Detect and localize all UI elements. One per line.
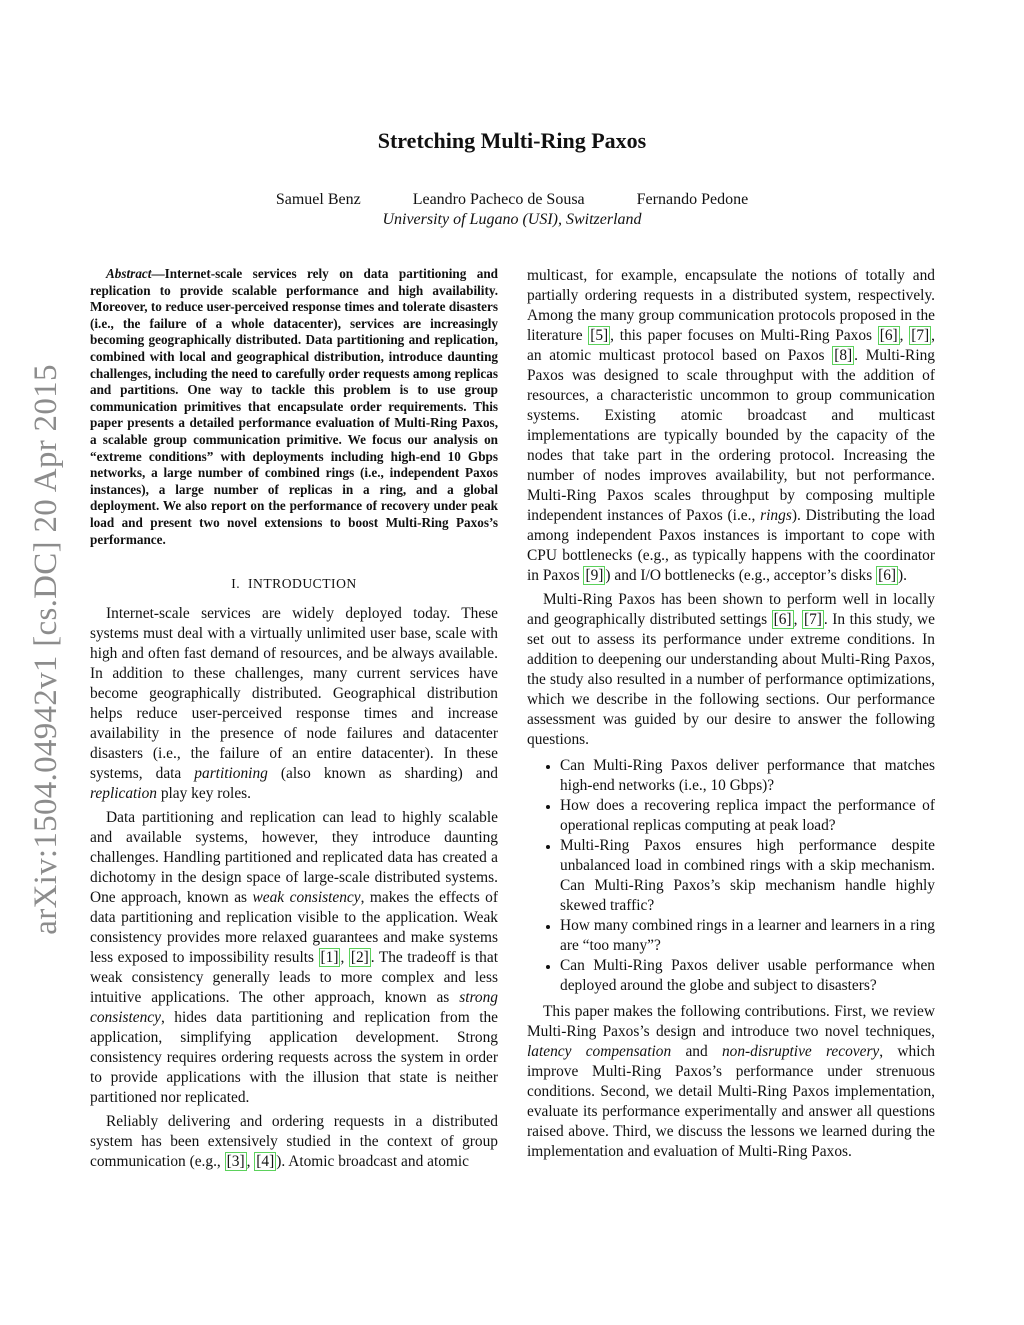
section-heading	[90, 574, 498, 594]
author-list	[0, 191, 1024, 209]
emphasis: partitioning	[194, 765, 268, 783]
text-run: ,	[246, 1153, 255, 1171]
emphasis: latency compensation	[527, 1043, 672, 1060]
citation-link[interactable]: [1]	[320, 949, 339, 967]
arxiv-identifier: arXiv:1504.04942v1 [cs.DC] 20 Apr 2015	[27, 364, 64, 935]
citation-link[interactable]: [7]	[911, 327, 930, 344]
intro-paragraph	[90, 1112, 498, 1172]
abstract-text: —Internet-scale services rely on data partitioning and replication to provide scalable performance and high availability. Moreover, to reduce user-perceived response times and tolerate disasters (i.e., the failure of a whole datacenter), services are increasingly becoming geographically distributed. Data partitioning and replication, combined with local and geographical distribution, introduce daunting challenges, including the need to carefully order requests among replicas and partitions. One way to tackle this problem is to use group communication primitives that encapsulate order requirements. This paper presents a detailed performance evaluation of Multi-Ring Paxos, a scalable group communication primitive. We focus our analysis on “extreme conditions” with deployments including high-end 10 Gbps networks, a large number of combined rings (i.e., independent Paxos instances), a large number of replicas in a ring, and a global deployment. We also report on the performance of recovery under peak load and present two novel extensions to boost Multi-Ring Paxos’s performance.	[90, 266, 498, 547]
text-run: , this paper focuses on Multi-Ring Paxos	[610, 327, 878, 344]
text-run: . The tradeoff is that weak consistency generally leads to more complex and less intuitive applications. The other approach, known as	[90, 949, 498, 1007]
text-run: ).	[898, 567, 908, 584]
left-column	[90, 266, 498, 1176]
question-list	[527, 756, 935, 996]
paper-title: Stretching Multi-Ring Paxos	[377, 128, 647, 153]
author-name: Fernando Pedone	[636, 191, 749, 208]
section-title-first: I	[248, 576, 254, 592]
contributions-paragraph	[527, 1002, 935, 1162]
emphasis: weak consistency	[252, 889, 361, 907]
author-name: Leandro Pacheco de Sousa	[412, 191, 585, 208]
text-run: ,	[793, 611, 802, 628]
text-run: , hides data partitioning and replication from the application, simplifying application development. Strong consistency requires ordering requests across the system in order to provide applications with the illusion that state is neither partitioned nor replicated.	[90, 1009, 498, 1107]
list-item: • Can Multi-Ring Paxos deliver usable performance when deployed around the globe and subject to disasters?	[560, 956, 935, 996]
text-run: ) and I/O bottlenecks (e.g., acceptor’s disks	[605, 567, 877, 584]
text-run: play key roles.	[156, 785, 251, 803]
text-run: . Multi-Ring Paxos was designed to scale throughput with the addition of resources, a characteristic uncommon to group communication systems. Existing atomic broadcast and multicast implementations are typically bounded by the capacity of the nodes that take part in the ordering protocol. Increasing the number of nodes improves availability, but not performance. Multi-Ring Paxos scales throughput by composing multiple independent instances of Paxos (i.e.,	[527, 347, 935, 524]
arxiv-stamp	[28, 352, 64, 947]
section-title-rest: NTRODUCTION	[253, 576, 357, 592]
citation-link[interactable]: [9]	[585, 567, 604, 584]
text-run: This paper makes the following contributions. First, we review Multi-Ring Paxos’s design and introduce two novel techniques,	[527, 1003, 935, 1040]
citation-link[interactable]: [6]	[879, 327, 898, 344]
citation-link[interactable]: [7]	[803, 611, 822, 628]
text-run: ,	[899, 327, 910, 344]
text-run: ). Distributing the load among independent Paxos instances is important to cope with CPU bottlenecks (e.g., as typically happens with the coordinator in Paxos	[527, 507, 935, 584]
abstract-label: Abstract	[106, 266, 152, 281]
text-run: Multi-Ring Paxos has been shown to perform well in locally and geographically distributed settings	[527, 591, 935, 628]
abstract	[90, 266, 498, 548]
emphasis: replication	[90, 785, 157, 803]
text-run: , an atomic multicast protocol based on Paxos	[527, 327, 935, 364]
text-run: ). Atomic broadcast and atomic	[276, 1153, 470, 1171]
intro-paragraph	[90, 604, 498, 804]
intro-paragraph	[527, 266, 935, 586]
text-run: , which improve Multi-Ring Paxos’s performance under strenuous conditions. Second, we detail Multi-Ring Paxos implementation, evaluate its performance experimentally and answer all questions raised above. Third, we discuss the lessons we learned during the implementation and evaluation of Multi-Ring Paxos.	[527, 1043, 935, 1160]
text-run: and	[671, 1043, 722, 1060]
intro-paragraph	[527, 590, 935, 750]
list-item: • Can Multi-Ring Paxos deliver performance that matches high-end networks (i.e., 10 Gbps)?	[560, 756, 935, 796]
list-item: • How many combined rings in a learner and learners in a ring are “too many”?	[560, 916, 935, 956]
text-run: Data partitioning and replication can lead to highly scalable and available systems, however, they introduce daunting challenges. Handling partitioned and replicated data has created a dichotomy in the design space of large-scale distributed systems. One approach, known as	[90, 809, 498, 907]
text-run: Reliably delivering and ordering requests in a distributed system has been extensively studied in the context of group communication (e.g.,	[90, 1113, 498, 1171]
list-item: • Multi-Ring Paxos ensures high performance despite unbalanced load in combined rings with a skip mechanism. Can Multi-Ring Paxos’s skip mechanism handle highly skewed traffic?	[560, 836, 935, 916]
text-run: (also known as sharding) and	[267, 765, 498, 783]
list-item: • How does a recovering replica impact the performance of operational replicas computing at peak load?	[560, 796, 935, 836]
emphasis: strong consistency	[90, 989, 498, 1027]
citation-link[interactable]: [6]	[878, 567, 897, 584]
text-run: . In this study, we set out to assess its performance under extreme conditions. In addition to deepening our understanding about Multi-Ring Paxos, the study also resulted in a number of performance optimizations, which we describe in the following sections. Our performance assessment was guided by our desire to answer the following questions.	[527, 611, 936, 748]
intro-paragraph	[90, 808, 498, 1108]
text-run: , makes the effects of data partitioning and replication visible to the application. Weak consistency provides more relaxed guarantees and make systems less exposed to impossibility results	[90, 889, 498, 967]
section-number: I.	[231, 576, 241, 592]
emphasis: non-disruptive recovery	[721, 1043, 880, 1060]
citation-link[interactable]: [3]	[226, 1153, 245, 1171]
citation-link[interactable]: [2]	[350, 949, 369, 967]
citation-link[interactable]: [4]	[256, 1153, 275, 1171]
text-run: Internet-scale services are widely deployed today. These systems must deal with a virtually unlimited user base, scale with high and often fast demand of resources, and be always available. In addition to these challenges, many current services have become geographically distributed. Geographical distribution helps reduce user-perceived response times and increase availability in the presence of node failures and datacenter disasters (i.e., the failure of an entire datacenter). In these systems, data	[90, 605, 498, 783]
text-run: ,	[340, 949, 349, 967]
emphasis: rings	[760, 507, 792, 524]
author-name: Samuel Benz	[275, 191, 361, 208]
citation-link[interactable]: [6]	[773, 611, 792, 628]
text-run: multicast, for example, encapsulate the notions of totally and partially ordering requests in a distributed system, respectively. Among the many group communication protocols proposed in the literature	[527, 267, 935, 344]
citation-link[interactable]: [5]	[590, 327, 609, 344]
citation-link[interactable]: [8]	[834, 347, 853, 364]
affiliation: University of Lugano (USI), Switzerland	[382, 211, 642, 228]
right-column	[527, 266, 935, 1166]
